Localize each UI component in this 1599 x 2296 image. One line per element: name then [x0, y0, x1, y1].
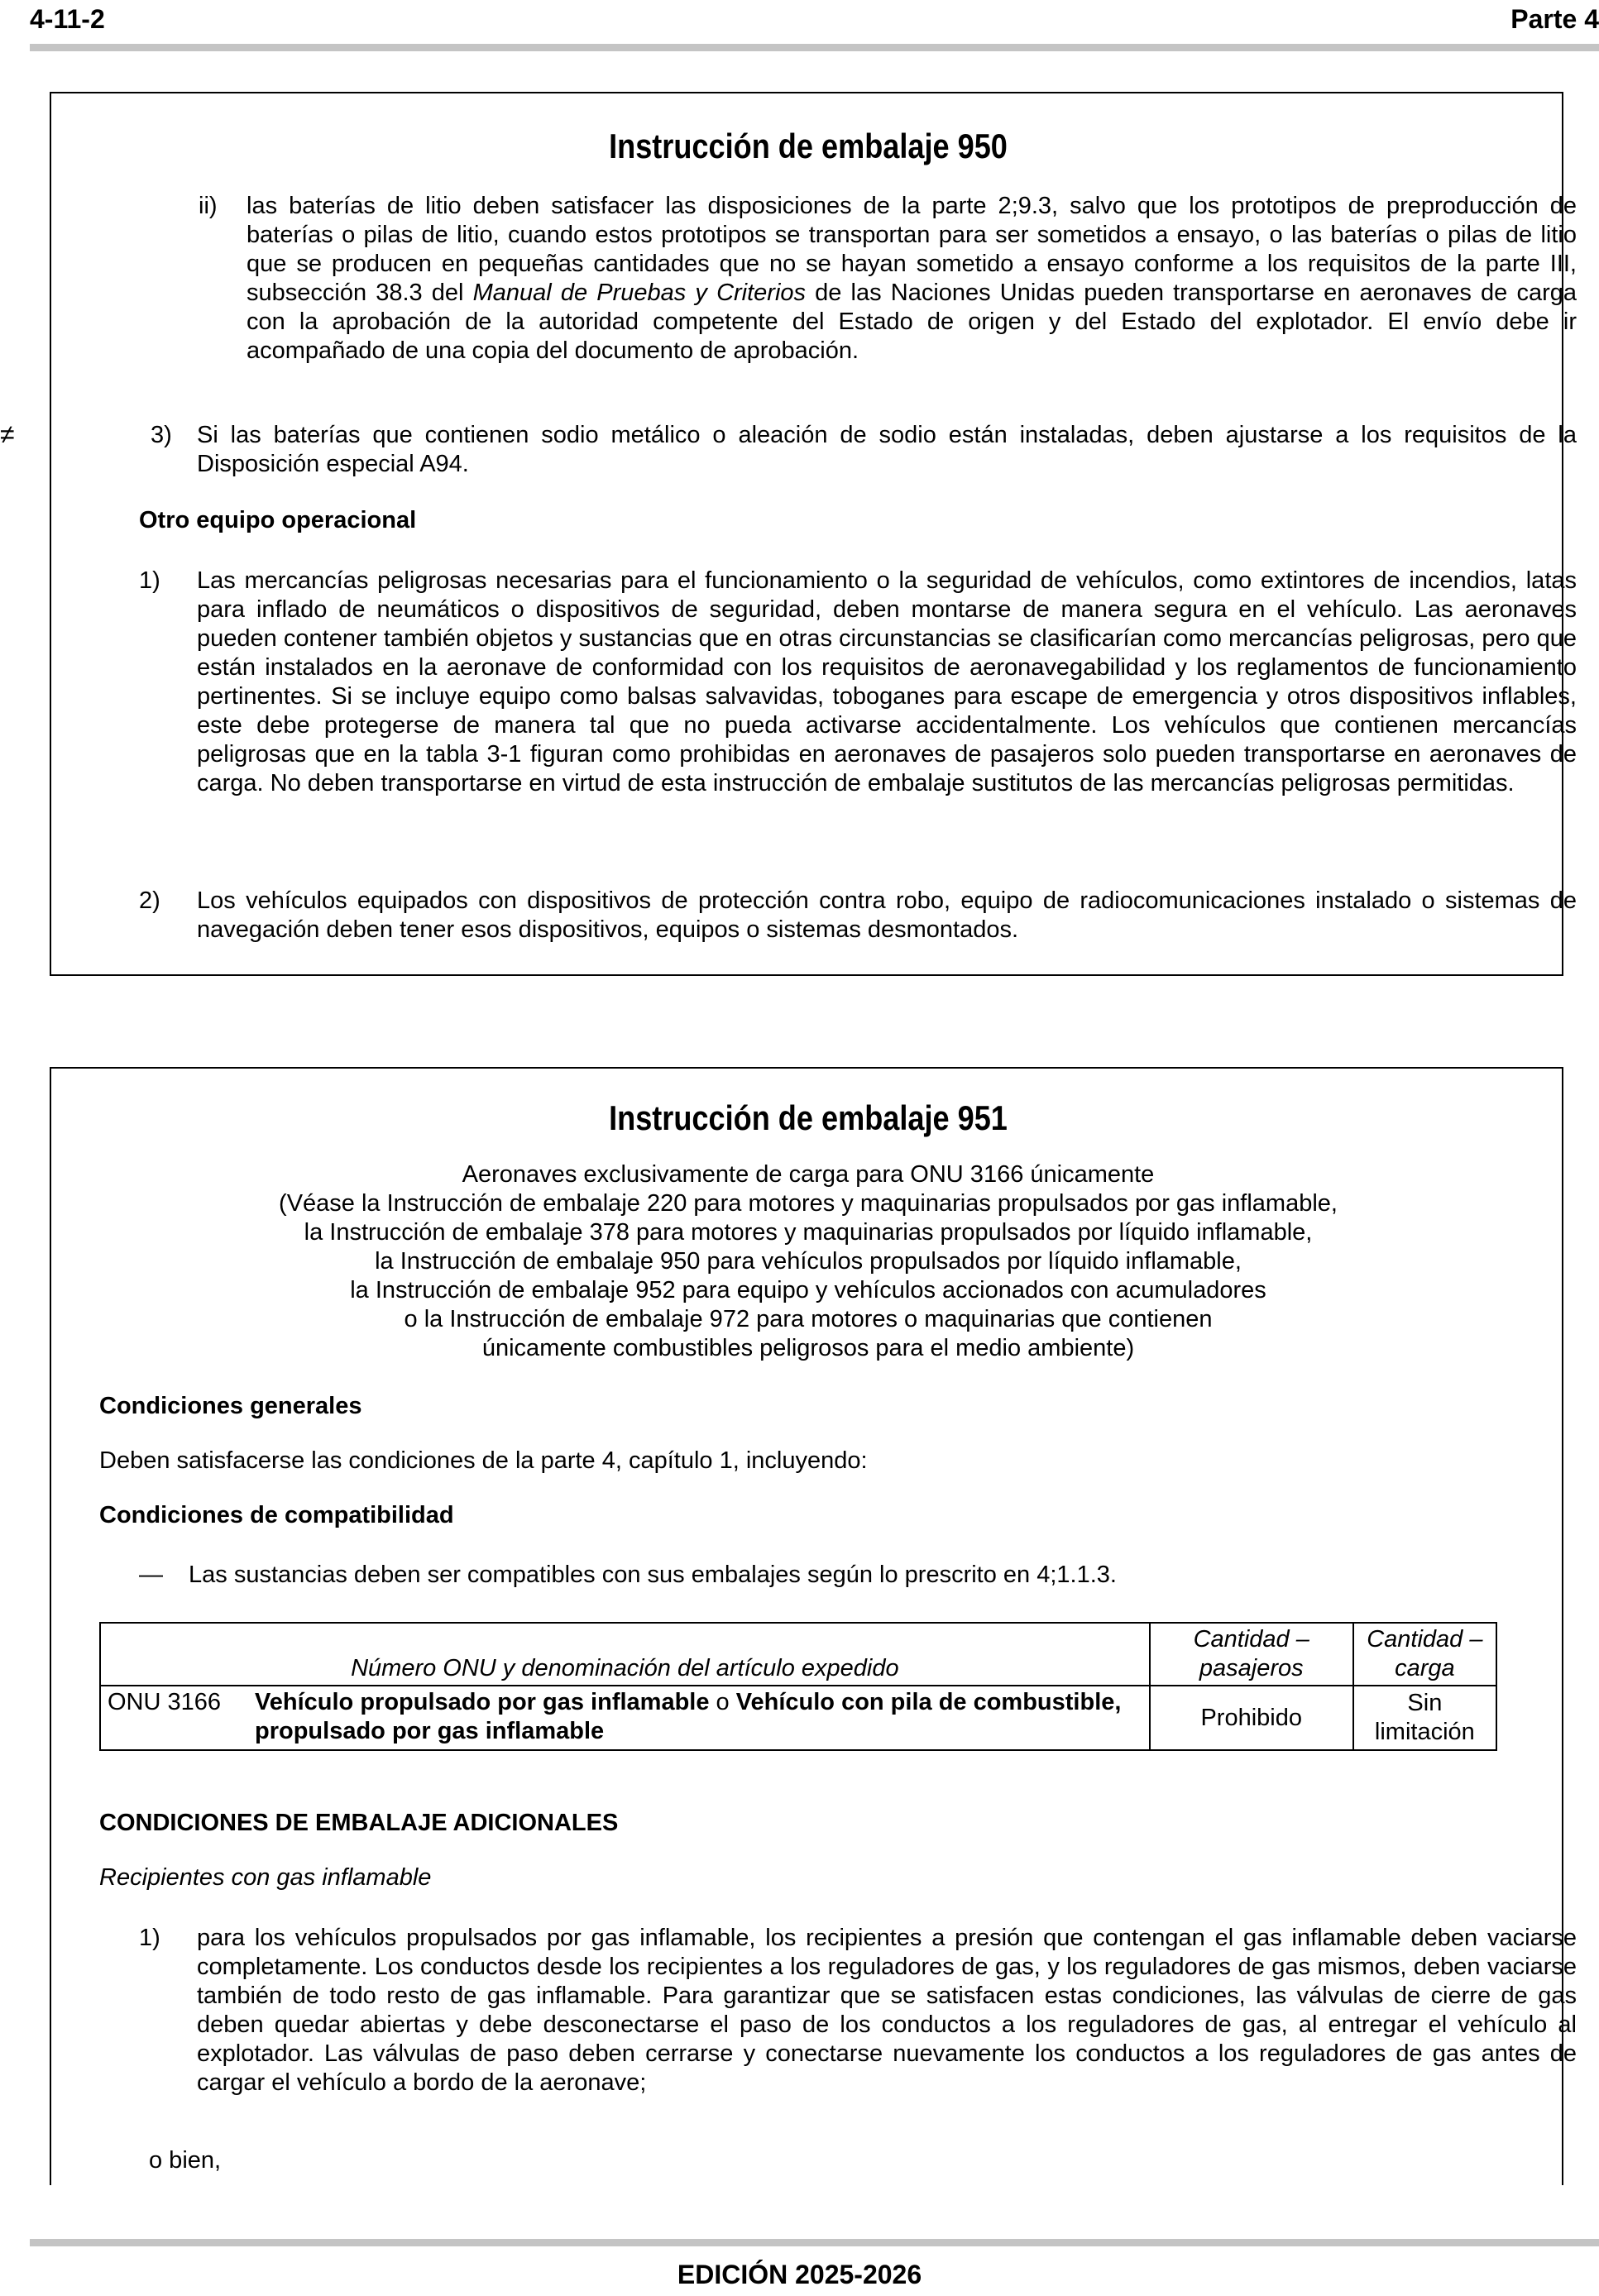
otro-1-number: 1)	[139, 567, 160, 594]
table-header-row	[100, 1623, 1496, 1686]
page-number: 4-11-2	[30, 4, 105, 34]
change-marker: ≠	[0, 419, 15, 449]
header-name: Número ONU y denominación del artículo expedido	[100, 1623, 1150, 1686]
header-pax	[1150, 1623, 1353, 1686]
row-name	[251, 1686, 1150, 1750]
row-pax: Prohibido	[1150, 1686, 1353, 1750]
item-ii-text-b: de las Naciones Unidas pueden transportarse en aeronaves de carga con la aprobación de la autoridad competente del Estado de origen y del Estado del explotador. El envío debe ir acompañado de una copia del documento de aprobación.	[247, 280, 1577, 364]
otro-1-text: Las mercancías peligrosas necesarias para el funcionamiento o la seguridad de vehículos, como extintores de incendios, latas para inflado de neumáticos o dispositivos de seguridad, deben montarse de manera segura en el vehículo. Las aeronaves pueden contener también objetos y sustancias que en otras circunstancias se clasificarían como mercancías peligrosas, pero que están instalados en la aeronave de conformidad con los requisitos de aeronavegabilidad y los reglamentos de funcionamiento pertinentes. Si se incluye equipo como balsas salvavidas, toboganes para escape de emergencia y otros dispositivos inflables, este debe protegerse de manera tal que no pueda activarse accidentalmente. Los vehículos que contienen mercancías peligrosas que en la tabla 3-1 figuran como prohibidas en aeronaves de pasajeros solo pueden transportarse en aeronaves de carga. No deben transportarse en virtud de esta instrucción de embalaje sustitutos de las mercancías peligrosas permitidas.	[197, 567, 1577, 796]
product-table	[99, 1622, 1497, 1751]
condiciones-generales-heading: Condiciones generales	[99, 1393, 362, 1419]
subtitle-line: la Instrucción de embalaje 952 para equipo y vehículos accionados con acumuladores	[350, 1277, 1266, 1303]
compat-text: Las sustancias deben ser compatibles con sus embalajes según lo prescrito en 4;1.1.3.	[189, 1562, 1117, 1588]
pi951-subtitle	[51, 1160, 1565, 1363]
table-row	[100, 1686, 1496, 1750]
edition-footer: EDICIÓN 2025-2026	[677, 2260, 922, 2289]
pi951-title: Instrucción de embalaje 951	[609, 1098, 1008, 1137]
compatibilidad-heading: Condiciones de compatibilidad	[99, 1502, 454, 1528]
footer-rule	[30, 2239, 1599, 2246]
compat-dash: —	[139, 1562, 163, 1588]
header-pax-line: Cantidad –	[1193, 1626, 1309, 1653]
subtitle-line: o la Instrucción de embalaje 972 para motores o maquinarias que contienen	[404, 1306, 1213, 1332]
item-ii-text	[247, 192, 1577, 366]
part-label: Parte 4	[1510, 4, 1599, 34]
header-cargo-line: carga	[1395, 1655, 1455, 1681]
otro-2-text: Los vehículos equipados con dispositivos de protección contra robo, equipo de radiocomunicaciones instalado o sistemas de navegación deben tener esos dispositivos, equipos o sistemas desmontados.	[197, 887, 1577, 943]
item-3-text: Si las baterías que contienen sodio metálico o aleación de sodio están instaladas, deben ajustarse a los requisitos de la Disposición especial A94.	[197, 422, 1577, 477]
row-name-bold-2: Vehículo con pila de combustible, propulsado por gas inflamable	[255, 1689, 1122, 1744]
item-ii-number: ii)	[199, 193, 218, 219]
header-rule	[30, 44, 1599, 51]
subtitle-line: la Instrucción de embalaje 378 para motores y maquinarias propulsados por líquido inflamable,	[304, 1219, 1313, 1246]
pi950-title: Instrucción de embalaje 950	[609, 127, 1008, 165]
recip-1-text: para los vehículos propulsados por gas inflamable, los recipientes a presión que contengan el gas inflamable deben vaciarse completamente. Los conductos desde los recipientes a los reguladores de gas, y los reguladores de gas mismos, deben vaciarse también de todo resto de gas inflamable. Para garantizar que se satisfacen estas condiciones, las válvulas de cierre de gas deben quedar abiertas y debe desconectarse el paso de los conductos a los reguladores de gas, al entregar el vehículo al explotador. Las válvulas de paso deben cerrarse y conectarse nuevamente los conductos a los reguladores de gas antes de cargar el vehículo a bordo de la aeronave;	[197, 1925, 1577, 2096]
embalaje-adicional-heading: CONDICIONES DE EMBALAJE ADICIONALES	[99, 1810, 619, 1836]
subtitle-line: la Instrucción de embalaje 950 para vehículos propulsados por líquido inflamable,	[375, 1248, 1242, 1275]
row-cargo: Sin limitación	[1353, 1686, 1496, 1750]
row-name-bold-1: Vehículo propulsado por gas inflamable	[255, 1689, 710, 1715]
otro-2-number: 2)	[139, 887, 160, 914]
header-cargo	[1353, 1623, 1496, 1686]
subtitle-line: (Véase la Instrucción de embalaje 220 para motores y maquinarias propulsados por gas inflamable,	[279, 1190, 1338, 1217]
condiciones-generales-text: Deben satisfacerse las condiciones de la parte 4, capítulo 1, incluyendo:	[99, 1447, 868, 1474]
item-ii-text-a: las baterías de litio deben satisfacer las disposiciones de la parte 2;9.3, salvo que los prototipos de preproducción de baterías o pilas de litio, cuando estos prototipos se transportan para ser sometidos a ensayo, o las baterías o pilas de litio que se producen en pequeñas cantidades que no se hayan sometido a ensayo conforme a los requisitos de la parte III, subsección 38.3 del	[247, 193, 1577, 306]
item-3-number: 3)	[151, 422, 172, 448]
subtitle-line: únicamente combustibles peligrosos para el medio ambiente)	[481, 1335, 1135, 1361]
recipientes-heading: Recipientes con gas inflamable	[99, 1864, 432, 1891]
otro-equipo-heading: Otro equipo operacional	[139, 507, 417, 533]
packing-instruction-950-box	[50, 92, 1577, 976]
subtitle-line: Aeronaves exclusivamente de carga para ONU 3166 únicamente	[462, 1161, 1155, 1188]
row-un-number: ONU 3166	[100, 1686, 251, 1750]
header-pax-line: pasajeros	[1199, 1655, 1304, 1681]
row-name-or: o	[709, 1689, 736, 1715]
manual-title: Manual de Pruebas y Criterios	[472, 280, 807, 306]
header-cargo-line: Cantidad –	[1367, 1626, 1483, 1653]
recip-1-number: 1)	[139, 1925, 160, 1951]
o-bien: o bien,	[149, 2147, 222, 2174]
